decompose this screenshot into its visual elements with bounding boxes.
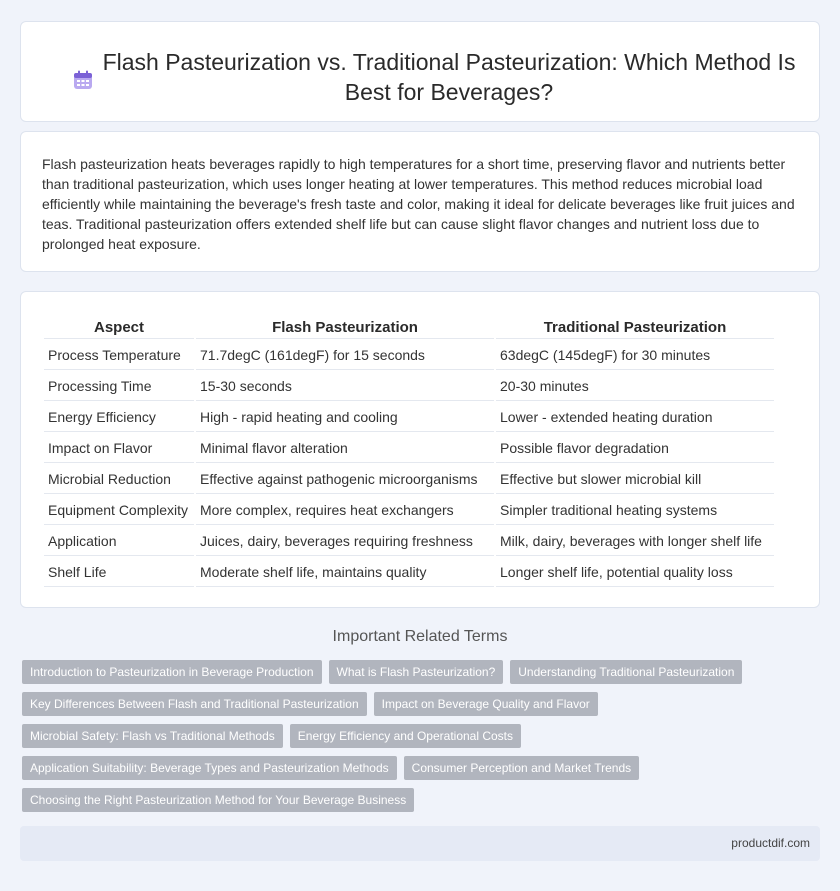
table-cell: Application	[44, 527, 194, 556]
comparison-table	[42, 315, 776, 589]
table-cell: Shelf Life	[44, 558, 194, 587]
table-cell: Impact on Flavor	[44, 434, 194, 463]
table-row	[44, 465, 774, 494]
column-header-aspect: Aspect	[44, 317, 194, 339]
table-cell: 71.7degC (161degF) for 15 seconds	[196, 341, 494, 370]
table-cell: Processing Time	[44, 372, 194, 401]
comparison-table-card	[20, 291, 820, 608]
table-cell: Milk, dairy, beverages with longer shelf life	[496, 527, 774, 556]
related-term-tag[interactable]: What is Flash Pasteurization?	[329, 660, 504, 684]
footer	[20, 826, 820, 861]
related-term-tag[interactable]: Impact on Beverage Quality and Flavor	[374, 692, 598, 716]
table-cell: High - rapid heating and cooling	[196, 403, 494, 432]
table-cell: 15-30 seconds	[196, 372, 494, 401]
table-cell: Minimal flavor alteration	[196, 434, 494, 463]
table-cell: Possible flavor degradation	[496, 434, 774, 463]
related-terms-heading: Important Related Terms	[332, 628, 508, 645]
page-title: Flash Pasteurization vs. Traditional Pasteurization: Which Method Is Best for Beverages?	[102, 49, 796, 105]
column-header-flash: Flash Pasteurization	[196, 317, 494, 339]
table-cell: Moderate shelf life, maintains quality	[196, 558, 494, 587]
title-card	[20, 21, 820, 122]
table-cell: Longer shelf life, potential quality loss	[496, 558, 774, 587]
table-cell: Lower - extended heating duration	[496, 403, 774, 432]
related-term-tag[interactable]: Key Differences Between Flash and Traditional Pasteurization	[22, 692, 367, 716]
table-row	[44, 434, 774, 463]
table-cell: 20-30 minutes	[496, 372, 774, 401]
table-cell: Juices, dairy, beverages requiring freshness	[196, 527, 494, 556]
table-row	[44, 558, 774, 587]
table-header-row	[44, 317, 774, 339]
related-term-tag[interactable]: Choosing the Right Pasteurization Method for Your Beverage Business	[22, 788, 414, 812]
table-cell: Microbial Reduction	[44, 465, 194, 494]
calendar-icon	[73, 70, 93, 90]
table-cell: Effective against pathogenic microorganisms	[196, 465, 494, 494]
related-terms-list	[22, 660, 812, 812]
table-cell: More complex, requires heat exchangers	[196, 496, 494, 525]
table-cell: Effective but slower microbial kill	[496, 465, 774, 494]
footer-site-link[interactable]: productdif.com	[731, 836, 810, 850]
intro-paragraph: Flash pasteurization heats beverages rapidly to high temperatures for a short time, preserving flavor and nutrients better than traditional pasteurization, which uses longer heating at lower temperatures. This method reduces microbial load efficiently while maintaining the beverage's fresh taste and color, making it ideal for delicate beverages like fruit juices and teas. Traditional pasteurization offers extended shelf life but can cause slight flavor changes and nutrient loss due to prolonged heat exposure.	[42, 156, 795, 252]
table-cell: Simpler traditional heating systems	[496, 496, 774, 525]
related-term-tag[interactable]: Consumer Perception and Market Trends	[404, 756, 639, 780]
table-row	[44, 403, 774, 432]
related-term-tag[interactable]: Microbial Safety: Flash vs Traditional Methods	[22, 724, 283, 748]
related-term-tag[interactable]: Understanding Traditional Pasteurization	[510, 660, 742, 684]
table-cell: Process Temperature	[44, 341, 194, 370]
related-term-tag[interactable]: Introduction to Pasteurization in Beverage Production	[22, 660, 322, 684]
related-term-tag[interactable]: Application Suitability: Beverage Types and Pasteurization Methods	[22, 756, 397, 780]
table-row	[44, 372, 774, 401]
intro-card	[20, 131, 820, 272]
related-term-tag[interactable]: Energy Efficiency and Operational Costs	[290, 724, 521, 748]
table-cell: 63degC (145degF) for 30 minutes	[496, 341, 774, 370]
column-header-traditional: Traditional Pasteurization	[496, 317, 774, 339]
table-cell: Energy Efficiency	[44, 403, 194, 432]
table-row	[44, 341, 774, 370]
table-row	[44, 496, 774, 525]
table-cell: Equipment Complexity	[44, 496, 194, 525]
table-row	[44, 527, 774, 556]
